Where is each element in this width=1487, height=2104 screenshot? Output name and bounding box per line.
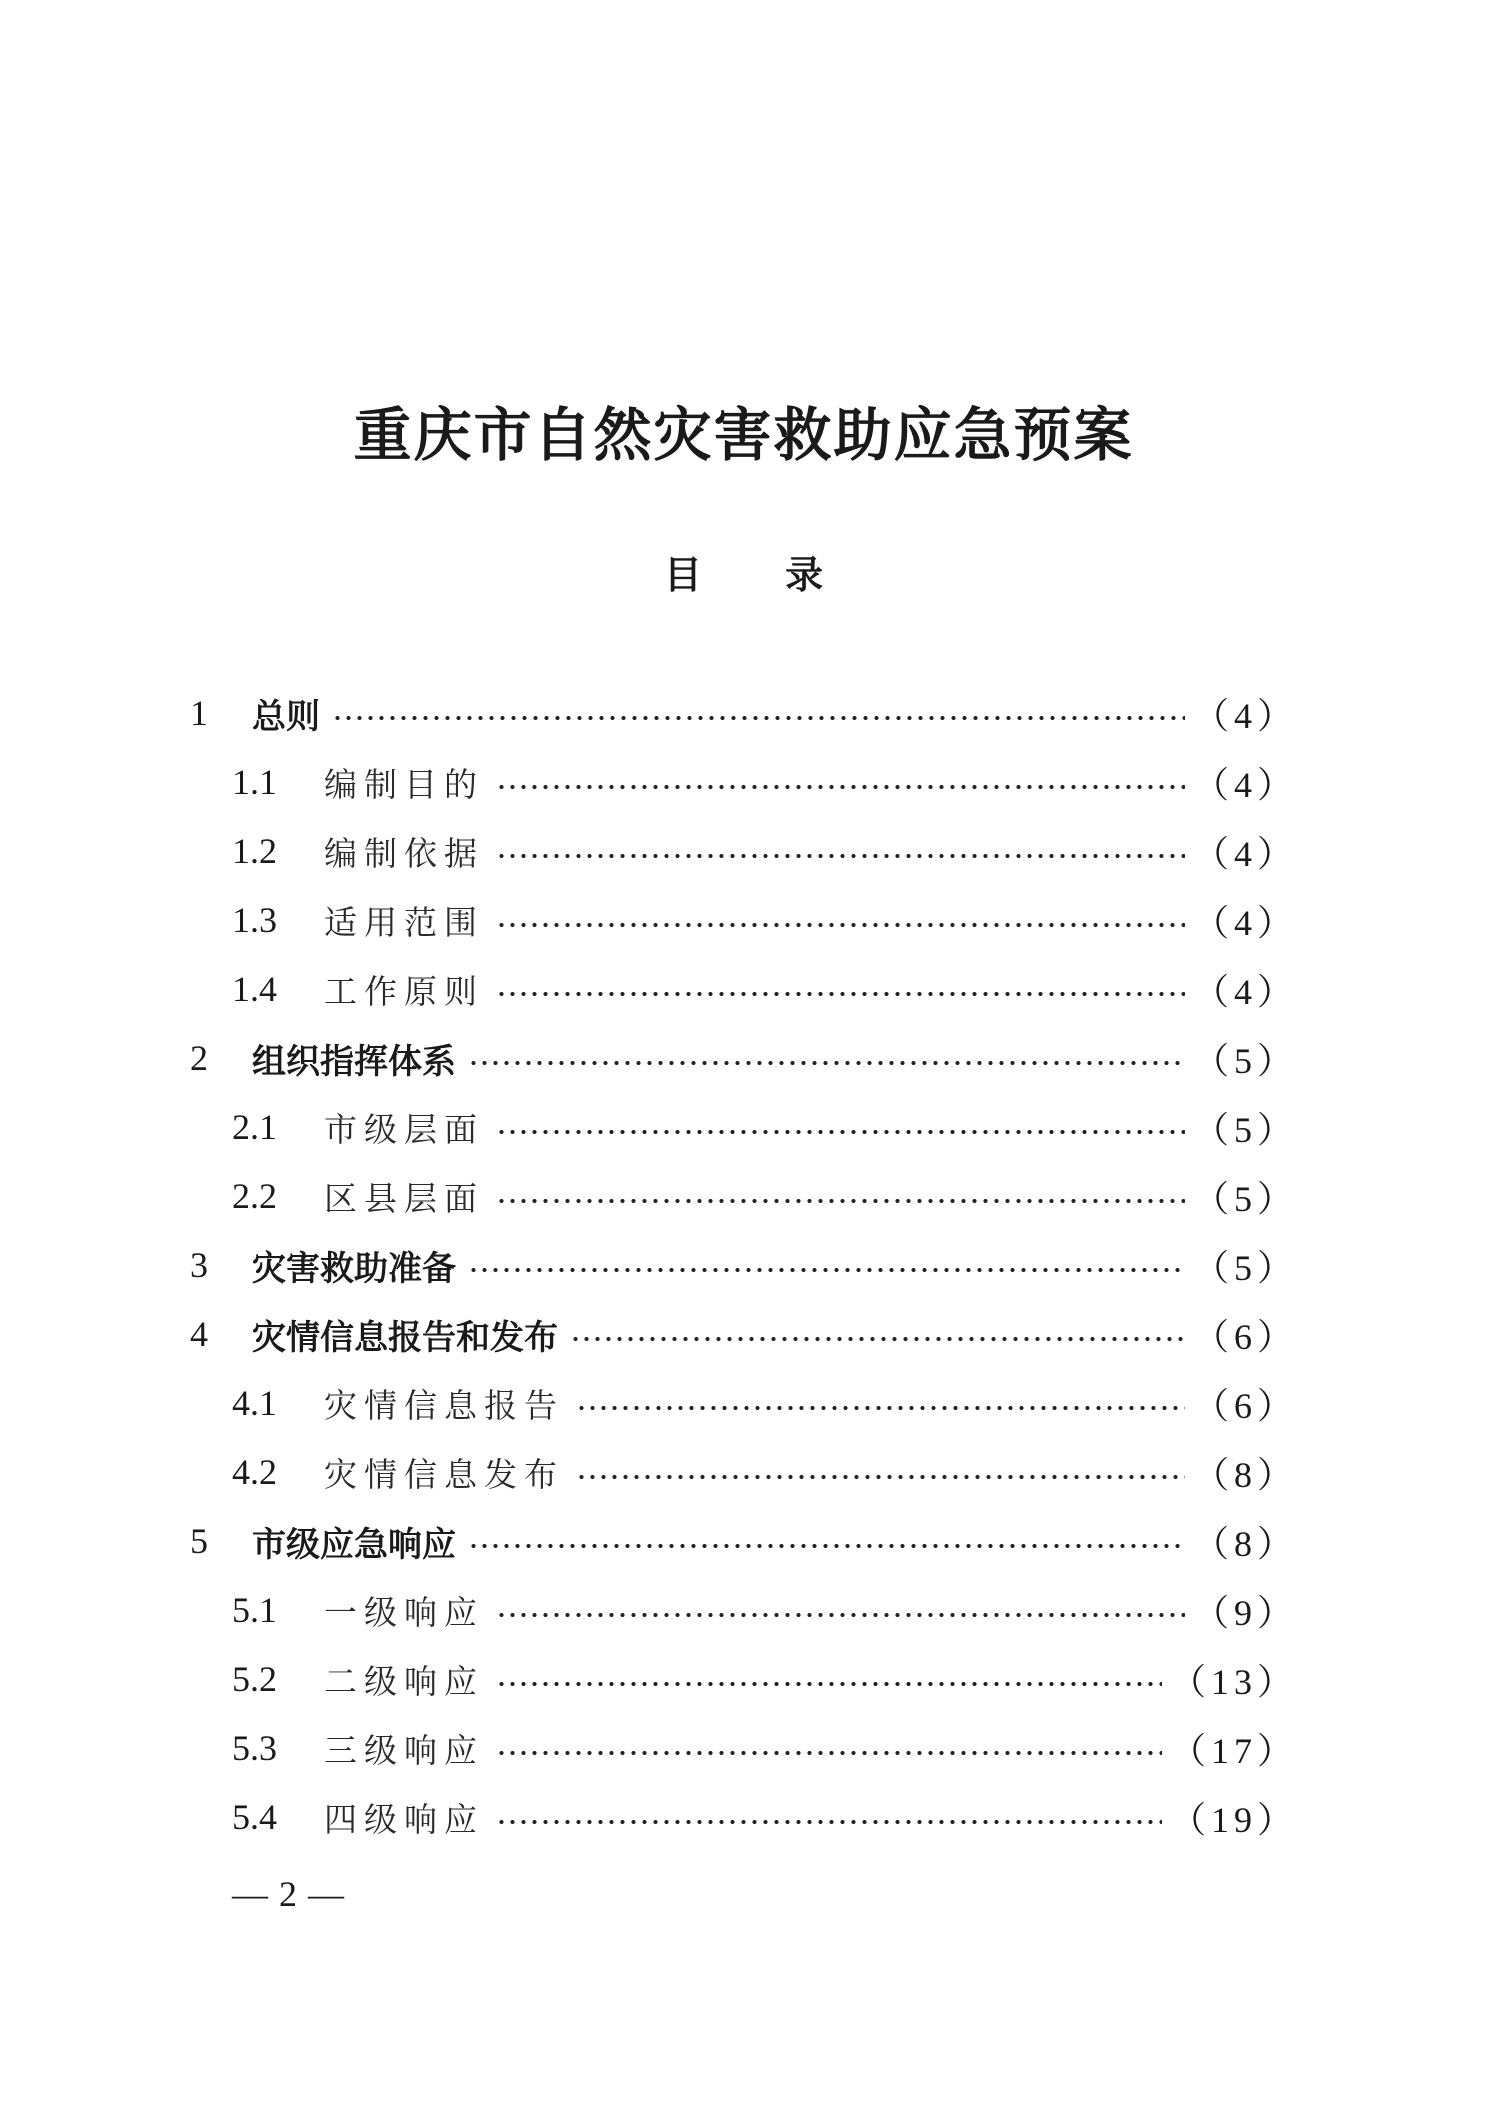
toc-entry[interactable]	[232, 890, 1298, 950]
toc-entry-page: （17）	[1169, 1730, 1298, 1771]
toc-entry-page: （6）	[1192, 1316, 1298, 1357]
toc-dot-leader	[576, 1404, 1185, 1412]
toc-dot-leader	[496, 852, 1185, 860]
toc-entry[interactable]	[232, 1580, 1298, 1640]
toc-entry-page: （8）	[1192, 1523, 1298, 1564]
toc-entry[interactable]	[232, 1787, 1298, 1847]
toc-entry-title: 适用范围	[324, 902, 484, 942]
toc-entry-number: 5	[190, 1521, 208, 1561]
toc-entry-page: （4）	[1192, 833, 1298, 874]
toc-entry-page: （4）	[1192, 695, 1298, 736]
toc-entry-number: 4.2	[232, 1452, 277, 1492]
toc-entry[interactable]	[232, 752, 1298, 812]
toc-entry-number: 4	[190, 1314, 208, 1354]
toc-entry-title: 四级响应	[324, 1799, 484, 1839]
toc-entry-title: 总则	[252, 696, 320, 737]
toc-dot-leader	[496, 1611, 1185, 1619]
toc-entry[interactable]	[190, 1028, 1298, 1088]
toc-dot-leader	[468, 1266, 1185, 1274]
toc-entry-title: 工作原则	[324, 971, 484, 1011]
toc-dot-leader	[468, 1542, 1185, 1550]
toc-entry-title: 编制依据	[324, 833, 484, 873]
toc-entry-number: 1.1	[232, 762, 277, 802]
toc-dot-leader	[570, 1335, 1185, 1343]
toc-dot-leader	[496, 921, 1185, 929]
toc-entry-number: 5.3	[232, 1728, 277, 1768]
toc-entry[interactable]	[190, 1235, 1298, 1295]
toc-entry-page: （9）	[1192, 1592, 1298, 1633]
toc-entry-page: （4）	[1192, 764, 1298, 805]
toc-entry-page: （8）	[1192, 1454, 1298, 1495]
toc-entry[interactable]	[190, 1511, 1298, 1571]
toc-dot-leader	[496, 990, 1185, 998]
toc-entry-title: 市级层面	[324, 1109, 484, 1149]
toc-entry-page: （6）	[1192, 1385, 1298, 1426]
toc-entry-number: 3	[190, 1245, 208, 1285]
toc-entry-number: 2	[190, 1038, 208, 1078]
toc-entry-title: 编制目的	[324, 764, 484, 804]
toc-entry-title: 组织指挥体系	[252, 1041, 456, 1082]
toc-entry[interactable]	[232, 959, 1298, 1019]
toc-entry-page: （4）	[1192, 902, 1298, 943]
toc-entry[interactable]	[232, 1097, 1298, 1157]
toc-entry-page: （4）	[1192, 971, 1298, 1012]
toc-dot-leader	[468, 1059, 1185, 1067]
toc-entry-number: 2.2	[232, 1176, 277, 1216]
toc-dot-leader	[576, 1473, 1185, 1481]
toc-entry-number: 1.2	[232, 831, 277, 871]
toc-entry-title: 灾情信息报告和发布	[252, 1317, 558, 1358]
toc-dot-leader	[496, 1197, 1185, 1205]
toc-entry-title: 灾情信息报告	[324, 1385, 564, 1425]
toc-entry-title: 市级应急响应	[252, 1524, 456, 1565]
toc-entry-title: 一级响应	[324, 1592, 484, 1632]
toc-entry-number: 5.2	[232, 1659, 277, 1699]
toc-entry[interactable]	[232, 1649, 1298, 1709]
toc-entry-page: （5）	[1192, 1247, 1298, 1288]
toc-entry-title: 区县层面	[324, 1178, 484, 1218]
toc-heading: 目 录	[663, 553, 824, 597]
document-title: 重庆市自然灾害救助应急预案	[353, 401, 1134, 469]
toc-entry-page: （5）	[1192, 1109, 1298, 1150]
toc-entry-number: 1.4	[232, 969, 277, 1009]
toc-entry[interactable]	[232, 1718, 1298, 1778]
toc-entry[interactable]	[232, 1373, 1298, 1433]
toc-dot-leader	[332, 714, 1185, 722]
toc-dot-leader	[496, 1818, 1162, 1826]
toc-entry[interactable]	[190, 683, 1298, 743]
toc-entry-number: 1	[190, 693, 208, 733]
toc-dot-leader	[496, 1680, 1162, 1688]
toc-entry-page: （5）	[1192, 1040, 1298, 1081]
toc-entry-title: 三级响应	[324, 1730, 484, 1770]
toc-dot-leader	[496, 1128, 1185, 1136]
toc-entry-title: 灾情信息发布	[324, 1454, 564, 1494]
page-number: — 2 —	[232, 1874, 345, 1914]
toc-dot-leader	[496, 1749, 1162, 1757]
toc-entry-number: 5.4	[232, 1797, 277, 1837]
toc-entry[interactable]	[232, 821, 1298, 881]
toc-entry[interactable]	[190, 1304, 1298, 1364]
toc-entry-title: 灾害救助准备	[252, 1248, 456, 1289]
toc-dot-leader	[496, 783, 1185, 791]
toc-entry-number: 2.1	[232, 1107, 277, 1147]
toc-entry-number: 1.3	[232, 900, 277, 940]
toc-entry-page: （19）	[1169, 1799, 1298, 1840]
toc-entry[interactable]	[232, 1442, 1298, 1502]
toc-entry-page: （5）	[1192, 1178, 1298, 1219]
toc-entry-number: 4.1	[232, 1383, 277, 1423]
toc-entry-page: （13）	[1169, 1661, 1298, 1702]
toc-entry-title: 二级响应	[324, 1661, 484, 1701]
toc-entry[interactable]	[232, 1166, 1298, 1226]
toc-entry-number: 5.1	[232, 1590, 277, 1630]
